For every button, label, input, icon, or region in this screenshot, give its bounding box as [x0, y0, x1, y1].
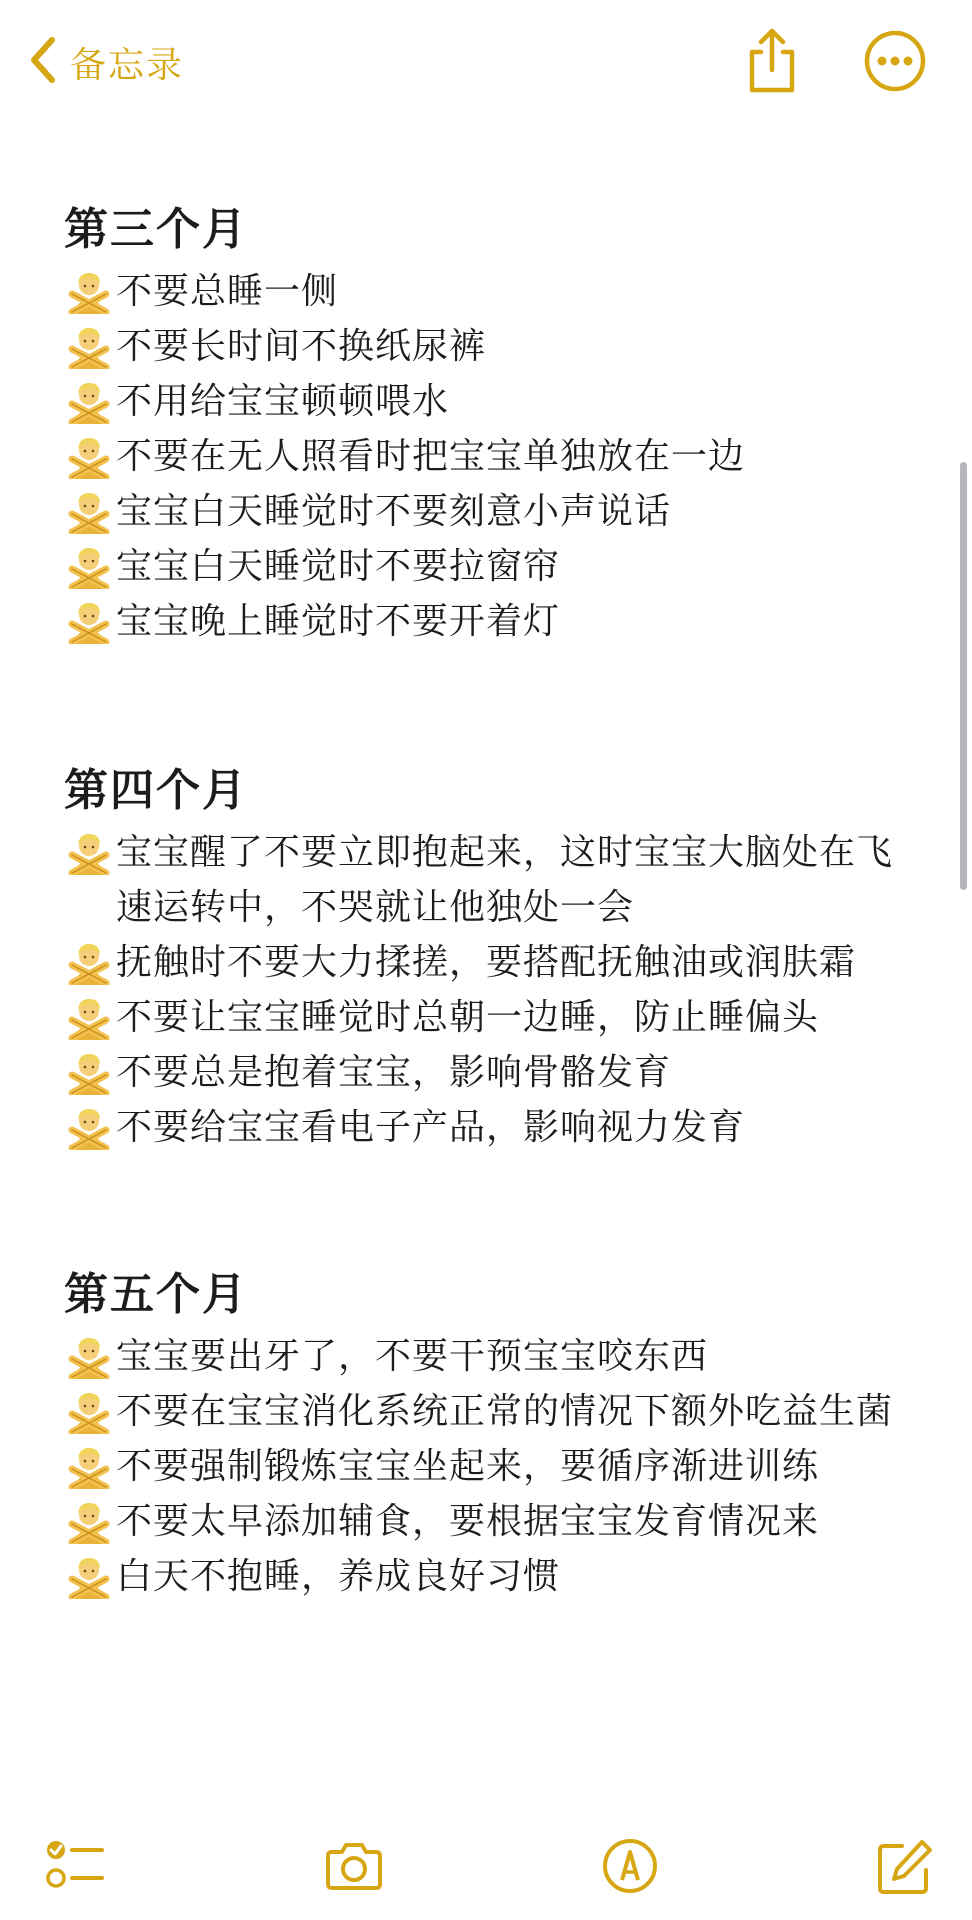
- scroll-indicator[interactable]: [960, 462, 967, 890]
- navigation-bar: [0, 0, 972, 120]
- more-button[interactable]: [860, 26, 930, 96]
- camera-icon: [322, 1836, 386, 1900]
- back-label: 备忘录: [70, 44, 185, 86]
- share-icon: [737, 26, 807, 96]
- item-list: [64, 264, 914, 649]
- item-list: [64, 1329, 914, 1604]
- ellipsis-circle-icon: [860, 26, 930, 96]
- list-item-text: 抚触时不要大力揉搓，要搭配抚触油或润肤霜: [116, 942, 857, 983]
- list-item-text: 不要长时间不换纸尿裤: [116, 326, 487, 367]
- person-gesturing-no-icon: [64, 484, 114, 539]
- person-gesturing-no-icon: [64, 539, 114, 594]
- compose-icon: [872, 1836, 936, 1900]
- person-gesturing-no-icon: [64, 1329, 114, 1384]
- list-item: [64, 1329, 914, 1384]
- share-button[interactable]: [737, 26, 807, 96]
- person-gesturing-no-icon: [64, 1045, 114, 1100]
- list-item-text: 宝宝白天睡觉时不要拉窗帘: [116, 546, 561, 587]
- list-item-text: 不用给宝宝顿顿喂水: [116, 381, 450, 422]
- person-gesturing-no-icon: [64, 319, 114, 374]
- list-item: [64, 1100, 914, 1155]
- person-gesturing-no-icon: [64, 374, 114, 429]
- list-item: [64, 484, 914, 539]
- section-month-3: [64, 200, 914, 649]
- list-item-text: 宝宝白天睡觉时不要刻意小声说话: [116, 491, 672, 532]
- section-heading: 第五个月: [64, 1269, 248, 1320]
- list-item-text: 不要太早添加辅食，要根据宝宝发育情况来: [116, 1501, 820, 1542]
- person-gesturing-no-icon: [64, 1439, 114, 1494]
- checklist-icon: [44, 1836, 108, 1900]
- markup-pen-icon: [598, 1836, 662, 1900]
- list-item: [64, 429, 914, 484]
- person-gesturing-no-icon: [64, 1549, 114, 1604]
- note-body[interactable]: [64, 200, 914, 1604]
- list-item: [64, 825, 914, 935]
- list-item: [64, 264, 914, 319]
- list-item: [64, 1549, 914, 1604]
- back-button[interactable]: [24, 30, 184, 94]
- list-item: [64, 539, 914, 594]
- list-item-text: 不要让宝宝睡觉时总朝一边睡，防止睡偏头: [116, 997, 820, 1038]
- bottom-toolbar: [0, 1836, 972, 1920]
- list-item-text: 不要在无人照看时把宝宝单独放在一边: [116, 436, 746, 477]
- list-item-text: 不要总睡一侧: [116, 271, 339, 312]
- person-gesturing-no-icon: [64, 264, 114, 319]
- list-item: [64, 1439, 914, 1494]
- list-item-text: 不要在宝宝消化系统正常的情况下额外吃益生菌: [116, 1391, 894, 1432]
- list-item-text: 宝宝要出牙了，不要干预宝宝咬东西: [116, 1336, 709, 1377]
- list-item-text: 不要总是抱着宝宝，影响骨骼发育: [116, 1052, 672, 1093]
- person-gesturing-no-icon: [64, 594, 114, 649]
- person-gesturing-no-icon: [64, 1494, 114, 1549]
- person-gesturing-no-icon: [64, 1384, 114, 1439]
- section-month-4: [64, 761, 914, 1155]
- checklist-button[interactable]: [44, 1836, 108, 1900]
- person-gesturing-no-icon: [64, 429, 114, 484]
- list-item-text: 宝宝晚上睡觉时不要开着灯: [116, 601, 561, 642]
- person-gesturing-no-icon: [64, 1100, 114, 1155]
- section-heading: 第四个月: [64, 765, 248, 816]
- list-item-text: 不要给宝宝看电子产品，影响视力发育: [116, 1107, 746, 1148]
- list-item: [64, 319, 914, 374]
- list-item-text: 白天不抱睡，养成良好习惯: [116, 1556, 561, 1597]
- list-item: [64, 374, 914, 429]
- section-heading: 第三个月: [64, 204, 248, 255]
- list-item-text: 不要强制锻炼宝宝坐起来，要循序渐进训练: [116, 1446, 820, 1487]
- chevron-left-icon: [24, 34, 64, 90]
- list-item: [64, 594, 914, 649]
- person-gesturing-no-icon: [64, 935, 114, 990]
- list-item: [64, 935, 914, 990]
- list-item: [64, 1384, 914, 1439]
- section-month-5: [64, 1265, 914, 1604]
- list-item: [64, 990, 914, 1045]
- person-gesturing-no-icon: [64, 825, 114, 880]
- list-item: [64, 1494, 914, 1549]
- camera-button[interactable]: [322, 1836, 386, 1900]
- markup-button[interactable]: [598, 1836, 662, 1900]
- list-item: [64, 1045, 914, 1100]
- person-gesturing-no-icon: [64, 990, 114, 1045]
- compose-button[interactable]: [872, 1836, 936, 1900]
- item-list: [64, 825, 914, 1155]
- list-item-text: 宝宝醒了不要立即抱起来，这时宝宝大脑处在飞速运转中，不哭就让他独处一会: [116, 832, 894, 928]
